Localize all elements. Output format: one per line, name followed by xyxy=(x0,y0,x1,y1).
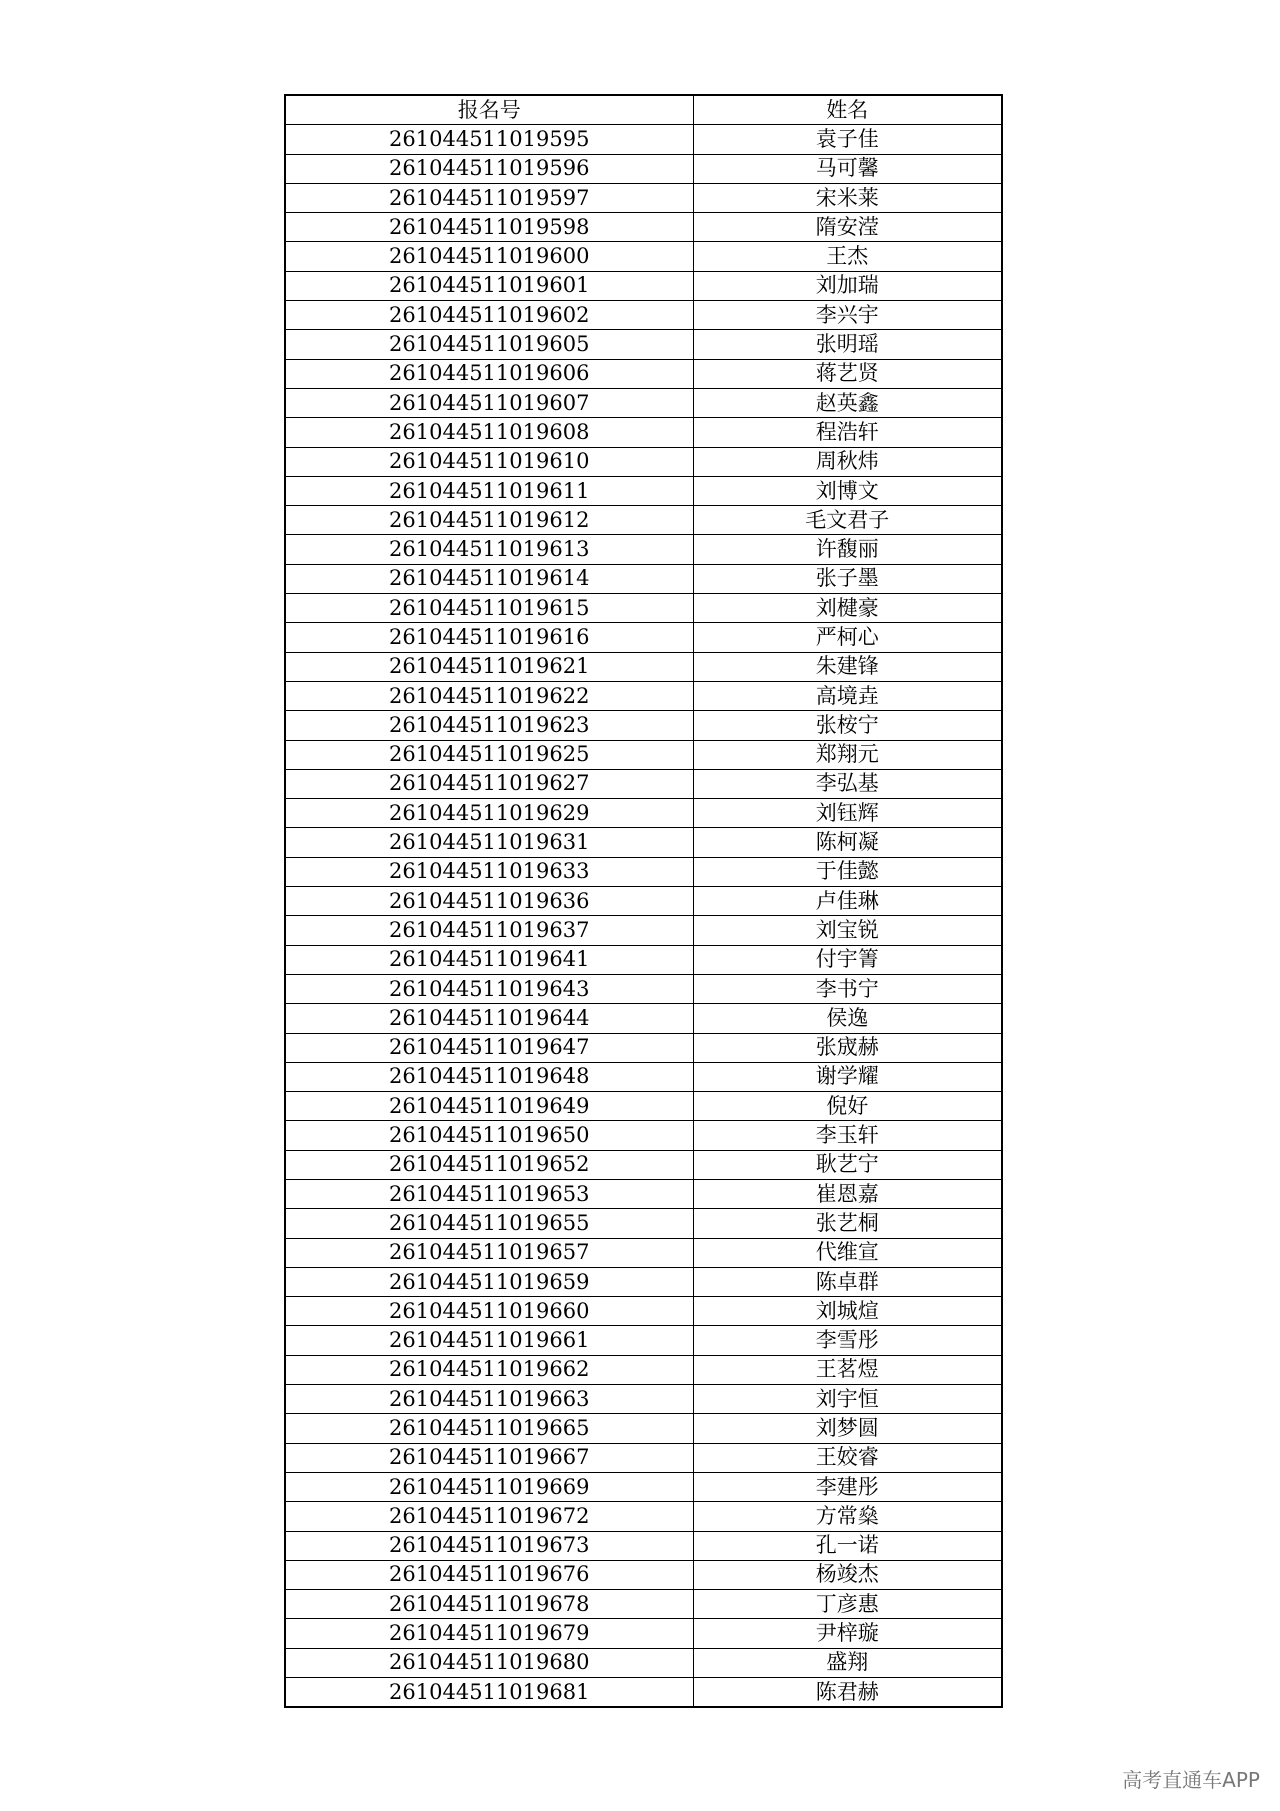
registration-number-cell: 261044511019644 xyxy=(285,1004,693,1033)
table-row xyxy=(285,974,1002,1003)
registration-number-cell: 261044511019665 xyxy=(285,1414,693,1443)
registration-number-cell: 261044511019621 xyxy=(285,652,693,681)
table-row xyxy=(285,887,1002,916)
student-name-cell: 王茗煜 xyxy=(693,1355,1002,1384)
student-name-cell: 丁彦惠 xyxy=(693,1590,1002,1619)
table-row xyxy=(285,1033,1002,1062)
table-row xyxy=(285,1502,1002,1531)
student-name-cell: 许馥丽 xyxy=(693,535,1002,564)
registration-number-cell: 261044511019641 xyxy=(285,945,693,974)
registration-number-cell: 261044511019650 xyxy=(285,1121,693,1150)
table-row xyxy=(285,594,1002,623)
table-body xyxy=(285,125,1002,1708)
registration-number-cell: 261044511019661 xyxy=(285,1326,693,1355)
student-name-cell: 张宬赫 xyxy=(693,1033,1002,1062)
table-row xyxy=(285,447,1002,476)
table-row xyxy=(285,799,1002,828)
registration-number-cell: 261044511019649 xyxy=(285,1092,693,1121)
registration-number-cell: 261044511019623 xyxy=(285,711,693,740)
table-row xyxy=(285,828,1002,857)
header-registration-number: 报名号 xyxy=(285,95,693,125)
registration-number-cell: 261044511019601 xyxy=(285,271,693,300)
student-name-cell: 刘楗豪 xyxy=(693,594,1002,623)
student-name-cell: 张子墨 xyxy=(693,564,1002,593)
student-name-cell: 严柯心 xyxy=(693,623,1002,652)
table-row xyxy=(285,1560,1002,1589)
student-name-cell: 李兴宇 xyxy=(693,301,1002,330)
student-name-cell: 朱建锋 xyxy=(693,652,1002,681)
table-row xyxy=(285,623,1002,652)
student-name-cell: 方常燊 xyxy=(693,1502,1002,1531)
registration-number-cell: 261044511019647 xyxy=(285,1033,693,1062)
registration-number-cell: 261044511019606 xyxy=(285,359,693,388)
table-row xyxy=(285,740,1002,769)
table-row xyxy=(285,1678,1002,1708)
registration-number-cell: 261044511019662 xyxy=(285,1355,693,1384)
registration-number-cell: 261044511019625 xyxy=(285,740,693,769)
student-name-cell: 蒋艺贤 xyxy=(693,359,1002,388)
student-name-cell: 程浩轩 xyxy=(693,418,1002,447)
student-name-cell: 刘宝锐 xyxy=(693,916,1002,945)
student-name-cell: 陈柯凝 xyxy=(693,828,1002,857)
registration-number-cell: 261044511019600 xyxy=(285,242,693,271)
student-name-cell: 侯逸 xyxy=(693,1004,1002,1033)
table-row xyxy=(285,1062,1002,1091)
registration-number-cell: 261044511019681 xyxy=(285,1678,693,1708)
student-name-cell: 盛翔 xyxy=(693,1648,1002,1677)
registration-number-cell: 261044511019652 xyxy=(285,1150,693,1179)
table-row xyxy=(285,1004,1002,1033)
table-row xyxy=(285,1209,1002,1238)
table-row xyxy=(285,330,1002,359)
table-row xyxy=(285,916,1002,945)
table-row xyxy=(285,301,1002,330)
table-header-row xyxy=(285,95,1002,125)
table-row xyxy=(285,213,1002,242)
student-name-cell: 杨竣杰 xyxy=(693,1560,1002,1589)
student-name-cell: 赵英鑫 xyxy=(693,388,1002,417)
student-name-cell: 刘加瑞 xyxy=(693,271,1002,300)
student-name-cell: 张明瑶 xyxy=(693,330,1002,359)
student-name-cell: 卢佳琳 xyxy=(693,887,1002,916)
student-name-cell: 谢学耀 xyxy=(693,1062,1002,1091)
student-name-cell: 袁子佳 xyxy=(693,125,1002,154)
student-name-cell: 孔一诺 xyxy=(693,1531,1002,1560)
table-row xyxy=(285,711,1002,740)
registration-number-cell: 261044511019633 xyxy=(285,857,693,886)
registration-number-cell: 261044511019637 xyxy=(285,916,693,945)
table-row xyxy=(285,1531,1002,1560)
table-row xyxy=(285,125,1002,154)
registration-number-cell: 261044511019676 xyxy=(285,1560,693,1589)
student-name-cell: 王杰 xyxy=(693,242,1002,271)
table-row xyxy=(285,242,1002,271)
student-name-cell: 于佳懿 xyxy=(693,857,1002,886)
registration-number-cell: 261044511019629 xyxy=(285,799,693,828)
table-row xyxy=(285,359,1002,388)
table-row xyxy=(285,418,1002,447)
student-name-cell: 付宇箐 xyxy=(693,945,1002,974)
registration-number-cell: 261044511019653 xyxy=(285,1179,693,1208)
registration-number-cell: 261044511019678 xyxy=(285,1590,693,1619)
registration-number-cell: 261044511019605 xyxy=(285,330,693,359)
table-row xyxy=(285,681,1002,710)
registration-number-cell: 261044511019663 xyxy=(285,1385,693,1414)
table-row xyxy=(285,769,1002,798)
student-name-cell: 李建彤 xyxy=(693,1472,1002,1501)
student-name-cell: 尹梓璇 xyxy=(693,1619,1002,1648)
student-name-cell: 周秋炜 xyxy=(693,447,1002,476)
registration-number-cell: 261044511019598 xyxy=(285,213,693,242)
table-row xyxy=(285,1385,1002,1414)
student-name-cell: 刘钰辉 xyxy=(693,799,1002,828)
registration-number-cell: 261044511019680 xyxy=(285,1648,693,1677)
registration-number-cell: 261044511019643 xyxy=(285,974,693,1003)
registration-table xyxy=(284,94,1003,1708)
student-name-cell: 崔恩嘉 xyxy=(693,1179,1002,1208)
student-name-cell: 代维宣 xyxy=(693,1238,1002,1267)
table-row xyxy=(285,1121,1002,1150)
table-row xyxy=(285,1238,1002,1267)
registration-number-cell: 261044511019659 xyxy=(285,1267,693,1296)
student-name-cell: 马可馨 xyxy=(693,154,1002,183)
registration-number-cell: 261044511019610 xyxy=(285,447,693,476)
registration-number-cell: 261044511019667 xyxy=(285,1443,693,1472)
table-row xyxy=(285,1355,1002,1384)
registration-number-cell: 261044511019636 xyxy=(285,887,693,916)
student-name-cell: 倪好 xyxy=(693,1092,1002,1121)
registration-number-cell: 261044511019615 xyxy=(285,594,693,623)
table-row xyxy=(285,1590,1002,1619)
registration-number-cell: 261044511019612 xyxy=(285,506,693,535)
table-row xyxy=(285,1326,1002,1355)
student-name-cell: 刘梦圆 xyxy=(693,1414,1002,1443)
table-row xyxy=(285,1092,1002,1121)
registration-number-cell: 261044511019660 xyxy=(285,1297,693,1326)
table-row xyxy=(285,1297,1002,1326)
table-row xyxy=(285,271,1002,300)
table-row xyxy=(285,1414,1002,1443)
registration-number-cell: 261044511019607 xyxy=(285,388,693,417)
table-row xyxy=(285,154,1002,183)
table-row xyxy=(285,945,1002,974)
student-name-cell: 张桉宁 xyxy=(693,711,1002,740)
student-name-cell: 李玉轩 xyxy=(693,1121,1002,1150)
registration-number-cell: 261044511019611 xyxy=(285,476,693,505)
table-row xyxy=(285,1619,1002,1648)
watermark: 高考直通车APP xyxy=(1122,1768,1260,1792)
registration-number-cell: 261044511019631 xyxy=(285,828,693,857)
student-name-cell: 李雪彤 xyxy=(693,1326,1002,1355)
registration-number-cell: 261044511019648 xyxy=(285,1062,693,1091)
table-row xyxy=(285,1472,1002,1501)
student-name-cell: 陈卓群 xyxy=(693,1267,1002,1296)
student-name-cell: 隋安滢 xyxy=(693,213,1002,242)
table-row xyxy=(285,388,1002,417)
table-row xyxy=(285,506,1002,535)
table-row xyxy=(285,1267,1002,1296)
table-row xyxy=(285,652,1002,681)
registration-number-cell: 261044511019613 xyxy=(285,535,693,564)
student-name-cell: 王姣睿 xyxy=(693,1443,1002,1472)
table-row xyxy=(285,1179,1002,1208)
registration-number-cell: 261044511019608 xyxy=(285,418,693,447)
header-name: 姓名 xyxy=(693,95,1002,125)
student-name-cell: 刘博文 xyxy=(693,476,1002,505)
registration-number-cell: 261044511019669 xyxy=(285,1472,693,1501)
student-name-cell: 李弘基 xyxy=(693,769,1002,798)
table-row xyxy=(285,535,1002,564)
registration-number-cell: 261044511019627 xyxy=(285,769,693,798)
student-name-cell: 陈君赫 xyxy=(693,1678,1002,1708)
student-name-cell: 宋米莱 xyxy=(693,183,1002,212)
registration-number-cell: 261044511019597 xyxy=(285,183,693,212)
table-row xyxy=(285,1150,1002,1179)
table-row xyxy=(285,183,1002,212)
student-name-cell: 刘城煊 xyxy=(693,1297,1002,1326)
student-name-cell: 郑翔元 xyxy=(693,740,1002,769)
registration-number-cell: 261044511019616 xyxy=(285,623,693,652)
registration-number-cell: 261044511019679 xyxy=(285,1619,693,1648)
student-name-cell: 李书宁 xyxy=(693,974,1002,1003)
registration-number-cell: 261044511019657 xyxy=(285,1238,693,1267)
table-row xyxy=(285,1443,1002,1472)
registration-number-cell: 261044511019672 xyxy=(285,1502,693,1531)
table-row xyxy=(285,564,1002,593)
registration-number-cell: 261044511019602 xyxy=(285,301,693,330)
registration-number-cell: 261044511019673 xyxy=(285,1531,693,1560)
student-name-cell: 刘宇恒 xyxy=(693,1385,1002,1414)
table-row xyxy=(285,1648,1002,1677)
student-name-cell: 耿艺宁 xyxy=(693,1150,1002,1179)
registration-number-cell: 261044511019622 xyxy=(285,681,693,710)
registration-number-cell: 261044511019596 xyxy=(285,154,693,183)
student-name-cell: 毛文君子 xyxy=(693,506,1002,535)
table-row xyxy=(285,476,1002,505)
registration-number-cell: 261044511019614 xyxy=(285,564,693,593)
student-name-cell: 高境垚 xyxy=(693,681,1002,710)
student-name-cell: 张艺桐 xyxy=(693,1209,1002,1238)
registration-number-cell: 261044511019655 xyxy=(285,1209,693,1238)
registration-number-cell: 261044511019595 xyxy=(285,125,693,154)
table-row xyxy=(285,857,1002,886)
